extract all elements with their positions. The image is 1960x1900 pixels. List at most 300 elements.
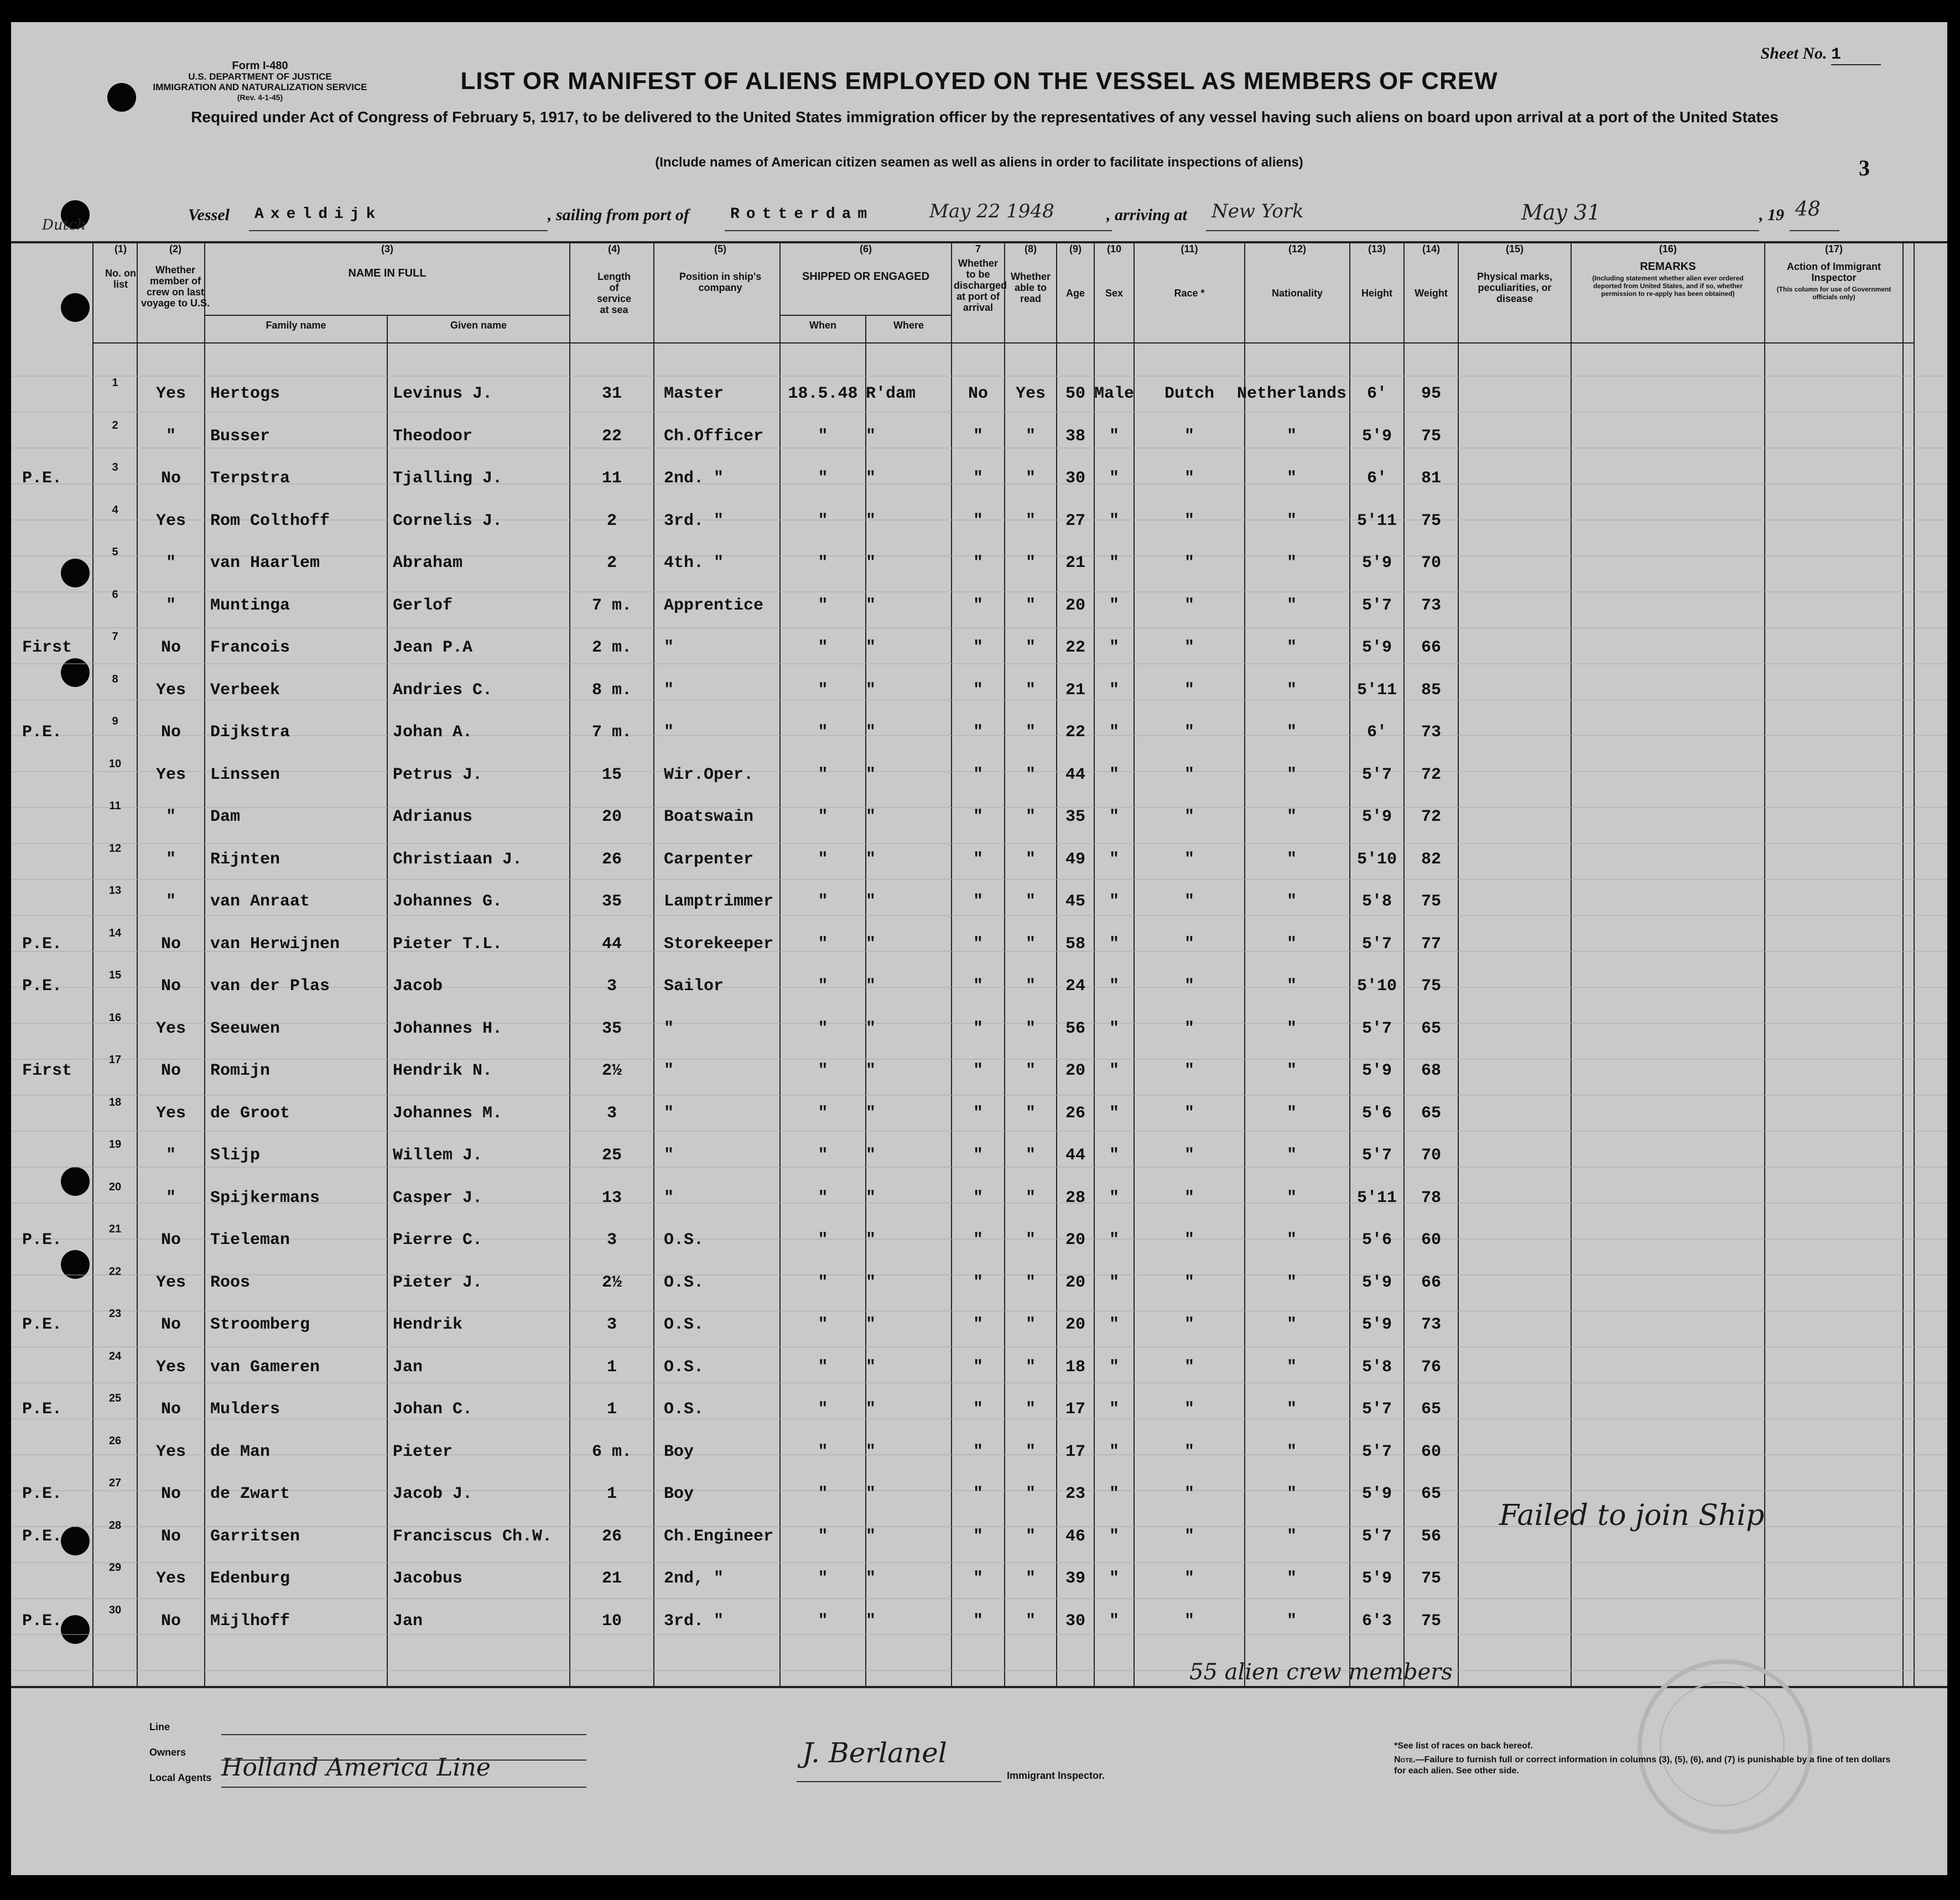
cell-margin: P.E.	[22, 935, 63, 954]
cell-position: 2nd. "	[664, 469, 724, 488]
cell-race: "	[1184, 723, 1194, 742]
cell-race: "	[1184, 681, 1194, 700]
cell-when: "	[818, 681, 828, 700]
sailing-label: , sailing from port of	[548, 206, 689, 224]
cell-last: Yes	[155, 1443, 186, 1461]
cell-height: 5'11	[1356, 1189, 1397, 1207]
cell-family: Mulders	[210, 1400, 280, 1419]
cell-when: "	[818, 766, 828, 784]
col-number: (11)	[1181, 243, 1198, 254]
cell-race: "	[1184, 808, 1194, 826]
cell-position: 4th. "	[664, 554, 724, 572]
cell-service: 22	[601, 427, 622, 446]
cell-where: "	[866, 977, 876, 996]
cell-sex: "	[1109, 1104, 1119, 1123]
col8-header	[1005, 243, 1057, 304]
cell-age: 38	[1065, 427, 1085, 446]
col-number: (14)	[1422, 243, 1440, 254]
cell-weight: 81	[1421, 469, 1441, 488]
cell-race: "	[1184, 1527, 1194, 1546]
cell-service: 8 m.	[591, 681, 632, 700]
page-mark: 3	[1859, 155, 1870, 180]
cell-race: "	[1184, 427, 1194, 446]
cell-family: Dam	[210, 808, 241, 826]
col10-header	[1094, 243, 1134, 299]
document-subtitle: Required under Act of Congress of February 5, 1917, to be delivered to the United States immigration officer by the representatives of any vessel having such aliens on board upon arrival at a port of the United States	[191, 108, 1779, 126]
cell-weight: 75	[1421, 1569, 1441, 1588]
cell-nat: "	[1286, 427, 1297, 446]
cell-service: 25	[601, 1146, 622, 1165]
cell-where: "	[866, 512, 876, 530]
cell-sex: "	[1109, 1443, 1119, 1461]
col-number: (17)	[1824, 243, 1843, 254]
cell-sex: "	[1109, 596, 1119, 615]
cell-when: "	[818, 1443, 828, 1461]
cell-age: 50	[1065, 384, 1085, 403]
cell-height: 5'9	[1361, 1315, 1392, 1334]
cell-read: Yes	[1015, 384, 1046, 403]
cell-height: 5'10	[1356, 977, 1397, 996]
cell-disch: "	[973, 1400, 983, 1419]
cell-service: 11	[601, 469, 622, 488]
cell-when: "	[818, 638, 828, 657]
col-sub-note: (Including statement whether alien ever ordered deported from United States, and if so, whether permission to re-apply has been obtained)	[1592, 274, 1744, 298]
cell-where: "	[866, 1400, 876, 1419]
cell-no: 3	[112, 461, 118, 473]
arrival-date-handwriting: May 31	[1521, 200, 1601, 225]
cell-read: "	[1025, 1485, 1036, 1503]
cell-race: "	[1184, 935, 1194, 954]
cell-sex: "	[1109, 977, 1119, 996]
cell-position: Ch.Engineer	[664, 1527, 774, 1546]
cell-service: 26	[601, 850, 622, 869]
col13-header	[1350, 243, 1404, 299]
cell-nat: "	[1286, 850, 1297, 869]
cell-last: No	[160, 1485, 181, 1503]
cell-position: O.S.	[664, 1231, 704, 1250]
cell-where: "	[866, 1104, 876, 1123]
cell-margin: First	[22, 1061, 72, 1080]
cell-read: "	[1025, 977, 1036, 996]
cell-given: Jan	[393, 1612, 423, 1631]
cell-read: "	[1025, 850, 1036, 869]
col-number: (12)	[1288, 243, 1306, 254]
cell-where: "	[866, 1443, 876, 1461]
cell-position: "	[664, 1019, 674, 1038]
cell-disch: "	[973, 1443, 983, 1461]
cell-race: "	[1184, 1231, 1194, 1250]
cell-height: 5'9	[1361, 1569, 1392, 1588]
cell-position: 3rd. "	[664, 1612, 724, 1631]
cell-service: 20	[601, 808, 622, 826]
cell-when: "	[818, 1612, 828, 1631]
cell-margin: First	[22, 638, 72, 657]
cell-age: 27	[1065, 512, 1085, 530]
cell-service: 31	[601, 384, 622, 403]
cell-no: 20	[108, 1181, 122, 1193]
department-name: U.S. DEPARTMENT OF JUSTICE	[188, 71, 332, 82]
revision-date: (Rev. 4-1-45)	[237, 93, 283, 102]
cell-height: 6'	[1366, 723, 1387, 742]
cell-age: 26	[1065, 1104, 1085, 1123]
cell-height: 5'9	[1361, 427, 1392, 446]
cell-height: 5'8	[1361, 892, 1392, 911]
col-label: Nationality	[1271, 288, 1323, 299]
cell-given: Cornelis J.	[393, 512, 503, 530]
cell-disch: "	[973, 638, 983, 657]
cell-position: Sailor	[664, 977, 724, 996]
cell-family: Stroomberg	[210, 1315, 310, 1334]
cell-age: 21	[1065, 681, 1085, 700]
year-handwriting: 48	[1795, 198, 1821, 221]
col-number: (16)	[1659, 243, 1677, 254]
cell-when: "	[818, 977, 828, 996]
cell-last: No	[160, 935, 181, 954]
cell-disch: "	[973, 512, 983, 530]
cell-no: 6	[112, 589, 118, 601]
cell-no: 8	[112, 673, 118, 685]
sheet-label: Sheet No.	[1760, 44, 1827, 63]
col-number: (13)	[1368, 243, 1386, 254]
cell-nat: "	[1286, 977, 1297, 996]
cell-weight: 75	[1421, 892, 1441, 911]
cell-no: 5	[112, 546, 118, 558]
cell-when: "	[818, 1315, 828, 1334]
cell-sex: "	[1109, 892, 1119, 911]
cell-given: Pieter J.	[393, 1273, 483, 1292]
cell-family: Roos	[210, 1273, 251, 1292]
cell-last: "	[165, 554, 176, 572]
cell-age: 17	[1065, 1443, 1085, 1461]
cell-where: "	[866, 1231, 876, 1250]
cell-disch: "	[973, 1358, 983, 1377]
cell-disch: "	[973, 1612, 983, 1631]
cell-no: 4	[112, 504, 118, 516]
cell-read: "	[1025, 892, 1036, 911]
cell-last: "	[165, 808, 176, 826]
cell-service: 3	[606, 977, 617, 996]
cell-given: Jan	[393, 1358, 423, 1377]
cell-weight: 65	[1421, 1019, 1441, 1038]
cell-last: "	[165, 850, 176, 869]
cell-given: Casper J.	[393, 1189, 483, 1207]
cell-where: "	[866, 892, 876, 911]
cell-last: Yes	[155, 384, 186, 403]
cell-weight: 76	[1421, 1358, 1441, 1377]
cell-weight: 73	[1421, 596, 1441, 615]
cell-no: 9	[112, 715, 118, 727]
cell-weight: 75	[1421, 977, 1441, 996]
cell-family: van Haarlem	[210, 554, 320, 572]
cell-age: 44	[1065, 766, 1085, 784]
cell-where: R'dam	[866, 384, 916, 403]
cell-when: "	[818, 596, 828, 615]
cell-where: "	[866, 1485, 876, 1503]
cell-race: "	[1184, 1612, 1194, 1631]
cell-disch: "	[973, 1146, 983, 1165]
cell-age: 30	[1065, 469, 1085, 488]
col-label: Sex	[1105, 288, 1124, 299]
arriving-label: , arriving at	[1106, 206, 1187, 224]
cell-when: "	[818, 1358, 828, 1377]
cell-age: 22	[1065, 723, 1085, 742]
cell-given: Adrianus	[393, 808, 473, 826]
service-name: IMMIGRATION AND NATURALIZATION SERVICE	[153, 82, 367, 92]
cell-weight: 66	[1421, 1273, 1441, 1292]
cell-family: van der Plas	[210, 977, 330, 996]
cell-disch: "	[973, 1104, 983, 1123]
cell-no: 11	[109, 800, 121, 812]
cell-margin: P.E.	[22, 1527, 63, 1546]
cell-read: "	[1025, 1358, 1036, 1377]
cell-where: "	[866, 766, 876, 784]
col6-header	[780, 243, 952, 282]
cell-margin: P.E.	[22, 1315, 63, 1334]
cell-height: 5'11	[1356, 512, 1397, 530]
cell-when: "	[818, 1061, 828, 1080]
cell-read: "	[1025, 427, 1036, 446]
cell-read: "	[1025, 1612, 1036, 1631]
cell-height: 5'9	[1361, 638, 1392, 657]
cell-nat: "	[1286, 723, 1297, 742]
cell-disch: "	[973, 808, 983, 826]
cell-given: Hendrik	[393, 1315, 463, 1334]
cell-family: Dijkstra	[210, 723, 290, 742]
cell-height: 5'7	[1361, 1400, 1392, 1419]
cell-family: Romijn	[210, 1061, 271, 1080]
cell-weight: 77	[1421, 935, 1441, 954]
col-number: 7	[975, 243, 981, 254]
cell-when: "	[818, 1104, 828, 1123]
cell-last: "	[165, 1189, 176, 1207]
cell-age: 22	[1065, 638, 1085, 657]
col-number: (3)	[381, 243, 393, 254]
cell-sex: "	[1109, 638, 1119, 657]
cell-disch: "	[973, 723, 983, 742]
cell-no: 26	[108, 1435, 122, 1447]
cell-sex: "	[1109, 1061, 1119, 1080]
consulate-stamp-inner	[1660, 1682, 1785, 1807]
cell-disch: "	[973, 554, 983, 572]
cell-margin: P.E.	[22, 723, 63, 742]
cell-given: Johannes H.	[393, 1019, 503, 1038]
cell-age: 20	[1065, 1061, 1085, 1080]
cell-sex: "	[1109, 512, 1119, 530]
cell-race: "	[1184, 1400, 1194, 1419]
cell-when: "	[818, 512, 828, 530]
cell-height: 5'7	[1361, 1019, 1392, 1038]
cell-nat: "	[1286, 1569, 1297, 1588]
cell-when: "	[818, 1400, 828, 1419]
cell-age: 20	[1065, 596, 1085, 615]
cell-nat: "	[1286, 554, 1297, 572]
cell-when: "	[818, 1231, 828, 1250]
cell-service: 3	[606, 1104, 617, 1123]
cell-service: 3	[606, 1315, 617, 1334]
cell-margin: P.E.	[22, 1485, 63, 1503]
col14-header	[1404, 243, 1458, 299]
cell-position: Storekeeper	[664, 935, 774, 954]
form-number: Form I-480	[232, 60, 288, 72]
cell-family: Tieleman	[210, 1231, 290, 1250]
cell-read: "	[1025, 723, 1036, 742]
cell-last: No	[160, 1231, 181, 1250]
cell-read: "	[1025, 1061, 1036, 1080]
col-label: Physical marks, peculiarities, or disease	[1477, 271, 1553, 304]
cell-disch: No	[968, 384, 988, 403]
cell-family: Muntinga	[210, 596, 290, 615]
col5-header	[654, 243, 787, 293]
cell-nat: "	[1286, 469, 1297, 488]
inspector-signature: J. Berlanel	[802, 1737, 947, 1769]
cell-service: 1	[606, 1485, 617, 1503]
cell-last: "	[165, 596, 176, 615]
col-label: REMARKS	[1640, 261, 1696, 273]
cell-weight: 56	[1421, 1527, 1441, 1546]
cell-sex: "	[1109, 1189, 1119, 1207]
cell-nat: "	[1286, 1189, 1297, 1207]
cell-read: "	[1025, 469, 1036, 488]
year-label: , 19	[1759, 206, 1784, 224]
cell-when: "	[818, 427, 828, 446]
cell-height: 5'10	[1356, 850, 1397, 869]
col4-header	[570, 243, 658, 315]
cell-race: "	[1184, 1019, 1194, 1038]
cell-no: 21	[108, 1223, 122, 1235]
cell-service: 1	[606, 1400, 617, 1419]
cell-sex: Male	[1094, 384, 1135, 403]
cell-service: 2½	[601, 1061, 622, 1080]
cell-disch: "	[973, 1315, 983, 1334]
cell-race: "	[1184, 638, 1194, 657]
cell-sex: "	[1109, 1019, 1119, 1038]
cell-when: "	[818, 723, 828, 742]
cell-family: Linssen	[210, 766, 280, 784]
cell-position: "	[664, 723, 674, 742]
col-label: Whether to be discharged at port of arrival	[954, 258, 1007, 313]
col-label: Height	[1361, 288, 1392, 299]
cell-position: O.S.	[664, 1315, 704, 1334]
col9-header	[1057, 243, 1094, 299]
cell-age: 44	[1065, 1146, 1085, 1165]
cell-sex: "	[1109, 427, 1119, 446]
cell-height: 5'7	[1361, 1443, 1392, 1461]
owners-label: Owners	[149, 1747, 186, 1758]
cell-last: No	[160, 1315, 181, 1334]
cell-race: "	[1184, 1485, 1194, 1503]
cell-sex: "	[1109, 1358, 1119, 1377]
cell-disch: "	[973, 935, 983, 954]
cell-disch: "	[973, 427, 983, 446]
cell-where: "	[866, 469, 876, 488]
cell-margin: P.E.	[22, 1400, 63, 1419]
cell-given: Jean P.A	[393, 638, 473, 657]
cell-race: "	[1184, 1358, 1194, 1377]
cell-weight: 68	[1421, 1061, 1441, 1080]
cell-disch: "	[973, 1273, 983, 1292]
cell-when: "	[818, 1019, 828, 1038]
cell-position: O.S.	[664, 1358, 704, 1377]
cell-service: 6 m.	[591, 1443, 632, 1461]
cell-when: "	[818, 1146, 828, 1165]
cell-given: Andries C.	[393, 681, 493, 700]
cell-position: Wir.Oper.	[664, 766, 754, 784]
cell-height: 6'	[1366, 384, 1387, 403]
cell-position: "	[664, 1189, 674, 1207]
cell-age: 58	[1065, 935, 1085, 954]
cell-family: Verbeek	[210, 681, 280, 700]
cell-nat: "	[1286, 1061, 1297, 1080]
cell-last: Yes	[155, 1104, 186, 1123]
cell-race: "	[1184, 1569, 1194, 1588]
cell-race: "	[1184, 1273, 1194, 1292]
cell-read: "	[1025, 1189, 1036, 1207]
col-label: Whether member of crew on last voyage to U.S.	[141, 264, 210, 309]
cell-no: 19	[108, 1138, 122, 1151]
cell-age: 56	[1065, 1019, 1085, 1038]
cell-when: "	[818, 469, 828, 488]
cell-no: 27	[108, 1477, 122, 1489]
cell-service: 35	[601, 1019, 622, 1038]
col-label: Race *	[1174, 288, 1205, 299]
cell-read: "	[1025, 554, 1036, 572]
cell-nat: "	[1286, 1019, 1297, 1038]
cell-disch: "	[973, 1019, 983, 1038]
cell-nat: "	[1286, 1612, 1297, 1631]
cell-weight: 72	[1421, 808, 1441, 826]
cell-position: "	[664, 638, 674, 657]
cell-service: 2	[606, 512, 617, 530]
cell-nat: "	[1286, 808, 1297, 826]
cell-sex: "	[1109, 681, 1119, 700]
cell-last: "	[165, 427, 176, 446]
cell-nat: "	[1286, 638, 1297, 657]
cell-family: Slijp	[210, 1146, 261, 1165]
cell-service: 44	[601, 935, 622, 954]
cell-race: "	[1184, 977, 1194, 996]
margin-handwriting: Dutch	[42, 217, 86, 233]
cell-last: Yes	[155, 1358, 186, 1377]
cell-no: 25	[108, 1392, 122, 1404]
line-label: Line	[149, 1721, 170, 1732]
cell-age: 39	[1065, 1569, 1085, 1588]
cell-read: "	[1025, 596, 1036, 615]
cell-sex: "	[1109, 1315, 1119, 1334]
race-footnote: *See list of races on back hereof.	[1394, 1741, 1533, 1751]
cell-race: "	[1184, 1315, 1194, 1334]
cell-nat: "	[1286, 1358, 1297, 1377]
cell-read: "	[1025, 1443, 1036, 1461]
cell-disch: "	[973, 596, 983, 615]
given-name-subheader: Given name	[450, 320, 507, 331]
cell-disch: "	[973, 1569, 983, 1588]
cell-nat: "	[1286, 1104, 1297, 1123]
col17-header	[1765, 243, 1903, 301]
cell-service: 3	[606, 1231, 617, 1250]
cell-family: Garritsen	[210, 1527, 300, 1546]
cell-given: Pierre C.	[393, 1231, 483, 1250]
cell-nat: "	[1286, 1443, 1297, 1461]
cell-height: 5'9	[1361, 1485, 1392, 1503]
cell-last: Yes	[155, 1273, 186, 1292]
cell-family: de Groot	[210, 1104, 290, 1123]
cell-disch: "	[973, 1527, 983, 1546]
cell-race: Dutch	[1164, 384, 1214, 403]
cell-given: Petrus J.	[393, 766, 483, 784]
cell-where: "	[866, 1146, 876, 1165]
cell-age: 45	[1065, 892, 1085, 911]
cell-last: No	[160, 723, 181, 742]
